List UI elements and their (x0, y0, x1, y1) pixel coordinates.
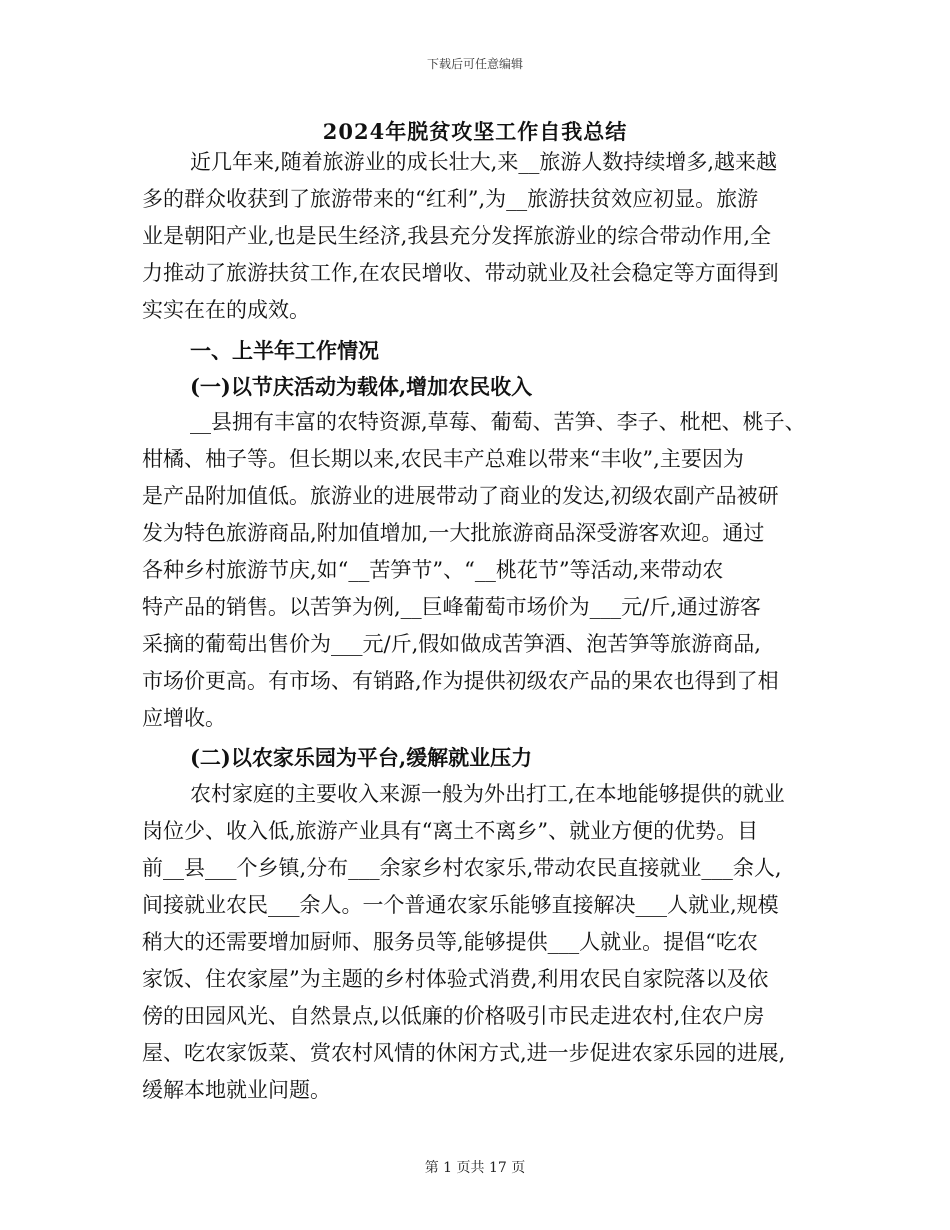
paragraph-line: 发为特色旅游商品,附加值增加,一大批旅游商品深受游客欢迎。通过 (142, 521, 765, 545)
section-heading: 一、上半年工作情况 (190, 338, 379, 363)
paragraph-line: 缓解本地就业问题。 (142, 1078, 331, 1102)
paragraph-line: 前__县___个乡镇,分布___余家乡村农家乐,带动农民直接就业___余人, (142, 856, 782, 880)
paragraph-line: 近几年来,随着旅游业的成长壮大,来__旅游人数持续增多,越来越 (190, 150, 778, 174)
paragraph-line: 力推动了旅游扶贫工作,在农民增收、带动就业及社会稳定等方面得到 (142, 261, 779, 285)
paragraph-line: 农村家庭的主要收入来源一般为外出打工,在本地能够提供的就业 (190, 782, 785, 806)
paragraph-line: 各种乡村旅游节庆,如“__苦笋节”、“__桃花节”等活动,来带动农 (142, 558, 724, 582)
paragraph-line: 屋、吃农家饭菜、赏农村风情的休闲方式,进一步促进农家乐园的进展, (142, 1041, 786, 1065)
paragraph-line: 是产品附加值低。旅游业的进展带动了商业的发达,初级农副产品被研 (142, 484, 779, 508)
paragraph-line: 稍大的还需要增加厨师、服务员等,能够提供___人就业。提倡“吃农 (142, 930, 758, 954)
paragraph-line: 间接就业农民___余人。一个普通农家乐能够直接解决___人就业,规模 (142, 893, 779, 917)
paragraph-line: 特产品的销售。以苦笋为例,__巨峰葡萄市场价为___元/斤,通过游客 (142, 595, 761, 619)
paragraph-line: __县拥有丰富的农特资源,草莓、葡萄、苦笋、李子、枇杷、桃子、 (190, 410, 806, 434)
paragraph-line: 岗位少、收入低,旅游产业具有“离土不离乡”、就业方便的优势。目 (142, 819, 759, 843)
paragraph-line: 实实在在的成效。 (142, 298, 310, 322)
subsection-heading: (一)以节庆活动为载体,增加农民收入 (190, 374, 533, 399)
paragraph-line: 业是朝阳产业,也是民生经济,我县充分发挥旅游业的综合带动作用,全 (142, 224, 772, 248)
paragraph-line: 采摘的葡萄出售价为___元/斤,假如做成苦笋酒、泡苦笋等旅游商品, (142, 632, 761, 656)
page-footer: 第 1 页共 17 页 (424, 1160, 526, 1176)
paragraph-line: 应增收。 (142, 706, 226, 730)
paragraph-line: 柑橘、柚子等。但长期以来,农民丰产总难以带来“丰收”,主要因为 (142, 447, 744, 471)
document-title: 2024年脱贫攻坚工作自我总结 (322, 119, 628, 144)
header-note: 下载后可任意编辑 (426, 57, 523, 71)
paragraph-line: 傍的田园风光、自然景点,以低廉的价格吸引市民走进农村,住农户房 (142, 1004, 765, 1028)
paragraph-line: 家饭、住农家屋”为主题的乡村体验式消费,利用农民自家院落以及依 (142, 967, 769, 991)
subsection-heading: (二)以农家乐园为平台,缓解就业压力 (190, 745, 533, 770)
paragraph-line: 市场价更高。有市场、有销路,作为提供初级农产品的果农也得到了相 (142, 669, 779, 693)
paragraph-line: 多的群众收获到了旅游带来的“红利”,为__旅游扶贫效应初显。旅游 (142, 187, 759, 211)
